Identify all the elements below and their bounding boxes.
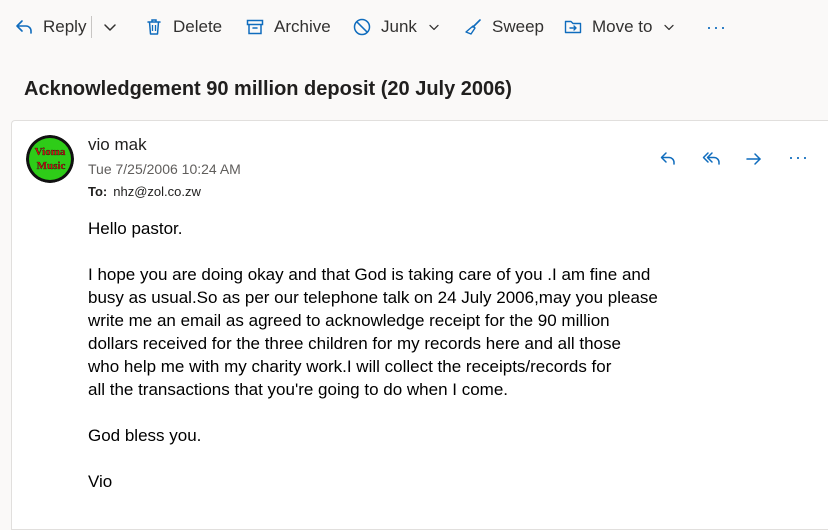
reply-all-icon[interactable] [701,149,723,174]
body-line: busy as usual.So as per our telephone talk on 24 July 2006,may you please [88,288,658,307]
more-icon[interactable]: ··· [706,16,727,37]
forward-icon[interactable] [744,149,764,174]
chevron-down-icon [100,17,120,37]
body-blessing: God bless you. [88,426,202,445]
reply-options-button[interactable] [100,11,120,43]
sweep-button[interactable] [463,11,544,43]
body-signature: Vio [88,472,113,491]
reply-icon [14,17,34,37]
trash-icon [144,17,164,37]
avatar[interactable] [26,135,74,183]
archive-icon [245,17,265,37]
junk-button[interactable] [352,11,442,43]
reply-label: Reply [43,17,87,36]
reply-button[interactable] [14,11,86,43]
delete-button[interactable] [144,11,222,43]
chevron-down-icon [426,19,442,35]
sweep-label: Sweep [492,17,544,36]
recipient-line [88,184,201,199]
recipient-address[interactable]: nhz@zol.co.zw [113,184,201,199]
block-icon [352,17,372,37]
junk-label: Junk [381,17,417,36]
archive-label: Archive [274,17,331,36]
archive-button[interactable] [245,11,331,43]
move-folder-icon [563,17,583,37]
chevron-down-icon [661,19,677,35]
toolbar-divider [91,16,92,38]
to-label: To: [88,184,108,199]
broom-icon [463,17,483,37]
body-line: all the transactions that you're going to do when I come. [88,380,508,399]
message-subject: Acknowledgement 90 million deposit (20 July 2006) [24,78,512,100]
reply-icon[interactable] [658,149,678,174]
body-line: write me an email as agreed to acknowledge receipt for the 90 million [88,311,610,330]
body-line: I hope you are doing okay and that God is taking care of you .I am fine and [88,265,651,284]
sender-name[interactable]: vio mak [88,135,147,154]
delete-label: Delete [173,17,223,36]
move-to-label: Move to [592,17,653,36]
move-to-button[interactable] [563,11,677,43]
body-greeting: Hello pastor. [88,219,183,238]
body-line: who help me with my charity work.I will collect the receipts/records for [88,357,612,376]
avatar-text-top: Vioma [34,146,66,158]
message-body [88,217,708,493]
avatar-text-bottom: Music [36,160,66,172]
message-card [11,120,828,530]
more-icon[interactable]: ··· [788,147,809,167]
message-date: Tue 7/25/2006 10:24 AM [88,161,241,177]
body-line: dollars received for the three children for my records here and all those [88,334,621,353]
command-bar [0,0,828,54]
